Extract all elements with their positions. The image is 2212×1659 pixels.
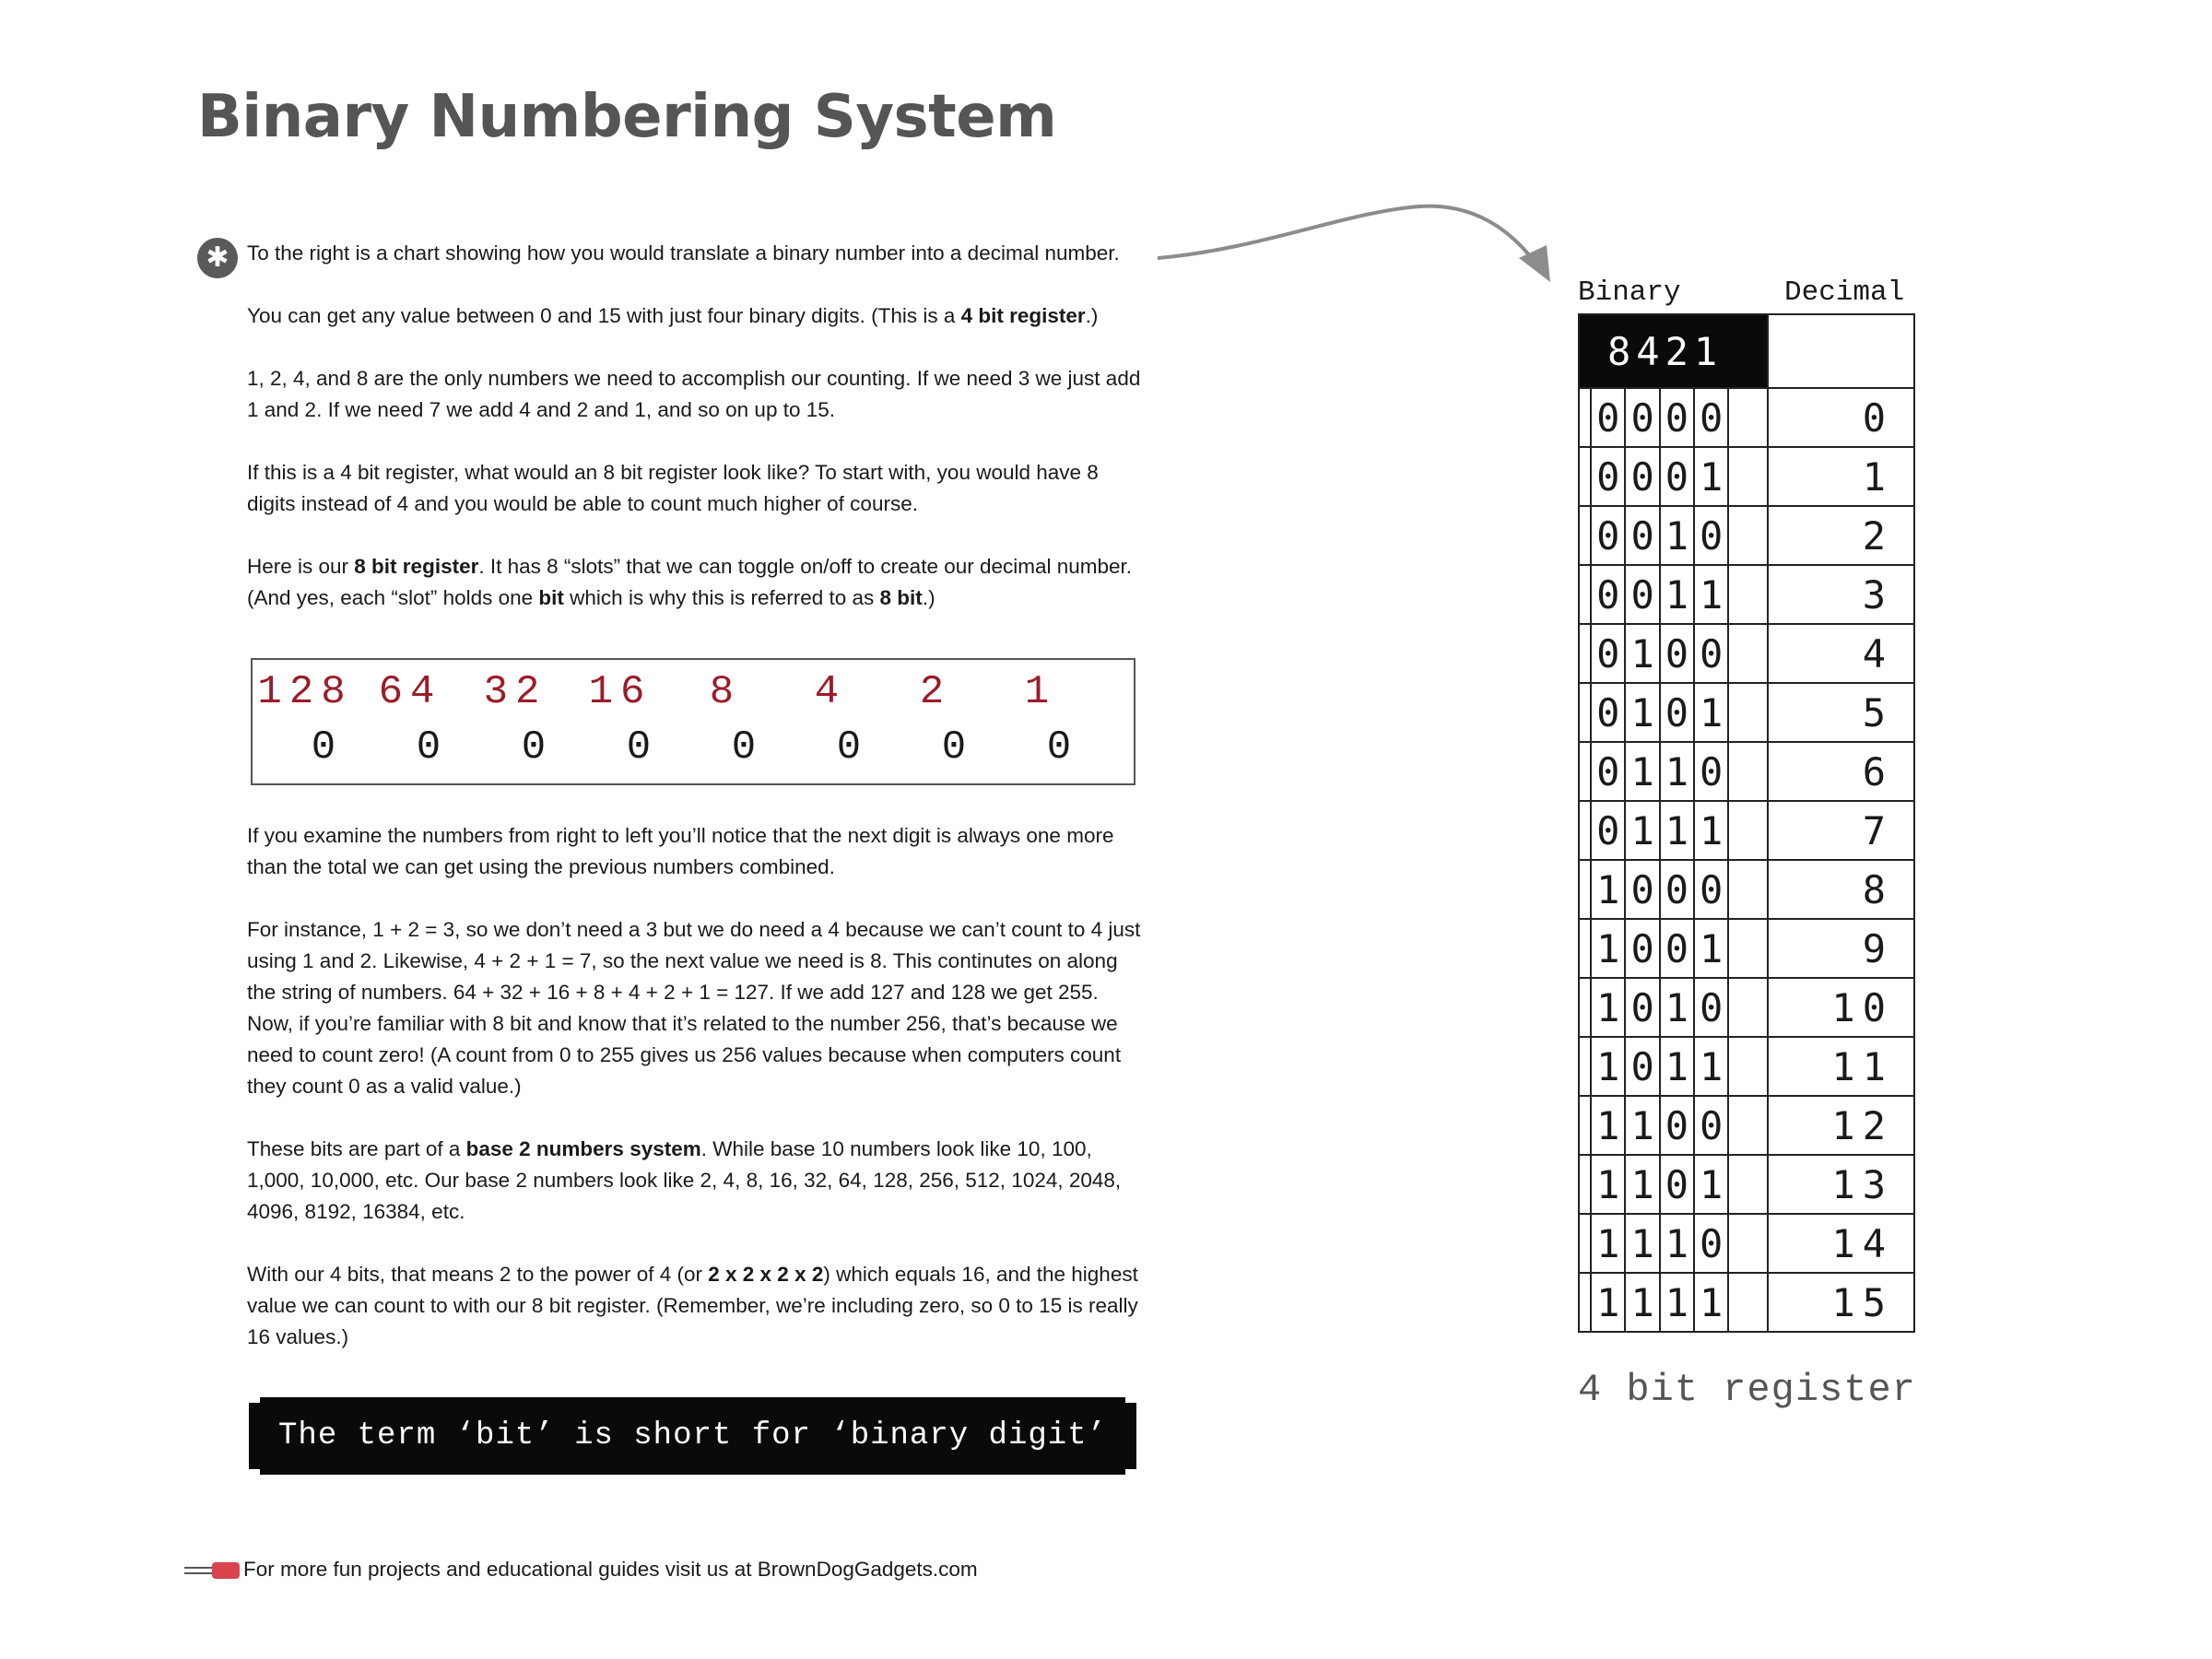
bit-cell: 0 [1660,1096,1694,1155]
bit-cell: 0 [1694,1096,1728,1155]
table-row [1579,388,1914,447]
header-weight: 4 [1636,328,1665,374]
bit-cell: 1 [1625,1273,1659,1332]
page-title: Binary Numbering System [197,83,1057,151]
bit-cell: 1 [1694,1037,1728,1096]
spacer-cell [1728,388,1768,447]
header-weights-cell [1579,314,1768,388]
bit-cell: 0 [1660,388,1694,447]
row-margin-cell [1579,447,1591,506]
spacer-cell [1728,1155,1768,1214]
paragraph-8bit-register: Here is our 8 bit register. It has 8 “slots” that we can toggle on/off to create our decimal number. (And yes, each “slot” holds one bit which is why this is referred to as 8 bit.) [247,555,1133,609]
bit-cell: 1 [1591,978,1625,1037]
decimal-cell: 5 [1768,683,1914,742]
bit-cell: 0 [1660,919,1694,978]
bit-cell: 0 [1694,742,1728,801]
bit-cell: 0 [416,724,449,771]
bit-cell: 1 [1591,860,1625,919]
spacer-cell [1728,742,1768,801]
bit-cell: 1 [1660,742,1694,801]
bit-cell: 0 [1046,724,1079,771]
bit-cell: 1 [1694,565,1728,624]
brown-dog-gadgets-logo-icon [184,1559,241,1582]
bit-cell: 0 [1694,978,1728,1037]
bit-cell: 0 [1591,683,1625,742]
bit-cell: 0 [731,724,764,771]
bit-cell: 0 [521,724,554,771]
weight-4: 4 [814,669,847,715]
bit-cell: 1 [1660,978,1694,1037]
bit-cell: 0 [1625,565,1659,624]
bit-cell: 1 [1591,1096,1625,1155]
spacer-cell [1728,1037,1768,1096]
row-margin-cell [1579,1155,1591,1214]
bit-cell: 0 [1660,624,1694,683]
weight-1: 1 [1024,669,1057,715]
paragraph-base2: These bits are part of a base 2 numbers system. While base 10 numbers look like 10, 100, 1,000, 10,000, etc. Our base 2 numbers look like 2, 4, 8, 16, 32, 64, 128, 256, 512, 1024, 2048, 4096, 8192, 16384, etc. [247,1137,1122,1223]
bit-cell: 0 [1625,978,1659,1037]
bit-cell: 1 [1694,1155,1728,1214]
table-row [1579,801,1914,860]
bit-cell: 1 [1660,565,1694,624]
decimal-cell: 14 [1768,1214,1914,1273]
weight-32: 32 [483,669,547,715]
header-weight: 2 [1665,328,1694,374]
bit-cell: 1 [1625,742,1659,801]
footer-text: For more fun projects and educational guides visit us at BrownDogGadgets.com [243,1558,978,1581]
bit-cell: 0 [1625,1037,1659,1096]
bit-cell: 1 [1625,1214,1659,1273]
row-margin-cell [1579,683,1591,742]
bit-cell: 1 [1694,801,1728,860]
bit-cell: 0 [1591,801,1625,860]
spacer-cell [1728,801,1768,860]
table-row [1579,742,1914,801]
header-weight: 1 [1693,328,1724,374]
table-row [1579,683,1914,742]
row-margin-cell [1579,1273,1591,1332]
bit-cell: 0 [1660,1155,1694,1214]
bit-cell: 0 [1591,624,1625,683]
paragraph-counting: 1, 2, 4, and 8 are the only numbers we need to accomplish our counting. If we need 3 we just add 1 and 2. If we need 7 we add 4 and 2 and 1, and so on up to 15. [247,367,1141,421]
spacer-cell [1728,919,1768,978]
four-bit-register-table [1578,313,1915,1333]
bit-cell: 1 [1660,1214,1694,1273]
spacer-cell [1728,860,1768,919]
bit-cell: 0 [1694,624,1728,683]
curved-arrow-icon [1152,194,1567,295]
bit-cell: 1 [1694,1273,1728,1332]
bit-cell: 0 [941,724,974,771]
bit-cell: 1 [1591,1273,1625,1332]
bit-cell: 0 [1694,388,1728,447]
row-margin-cell [1579,919,1591,978]
bit-cell: 0 [626,724,659,771]
table-row [1579,919,1914,978]
paragraph-power-of-4: With our 4 bits, that means 2 to the power of 4 (or 2 x 2 x 2 x 2) which equals 16, and the highest value we can count to with our 8 bit register. (Remember, we’re including zero, so 0 to 15 is really 16 values.) [247,1263,1138,1348]
bit-cell: 1 [1660,1037,1694,1096]
table-row [1579,447,1914,506]
table-row [1579,1096,1914,1155]
table-row [1579,624,1914,683]
spacer-cell [1728,506,1768,565]
bit-cell: 1 [1591,1214,1625,1273]
spacer-cell [1728,1273,1768,1332]
spacer-cell [1728,683,1768,742]
spacer-cell [1728,978,1768,1037]
bit-cell: 0 [1660,447,1694,506]
bit-cell: 1 [1625,683,1659,742]
weight-128: 128 [257,669,353,715]
bit-cell: 0 [1591,742,1625,801]
gear-icon: ✱ [197,238,238,278]
bit-cell: 1 [1591,1037,1625,1096]
row-margin-cell [1579,1096,1591,1155]
table-row [1579,565,1914,624]
bit-cell: 0 [1591,447,1625,506]
bit-cell: 1 [1625,801,1659,860]
decimal-cell: 3 [1768,565,1914,624]
bit-cell: 1 [1694,683,1728,742]
bit-cell: 1 [1625,1096,1659,1155]
row-margin-cell [1579,860,1591,919]
bit-cell: 1 [1660,1273,1694,1332]
bit-definition-note: The term ‘bit’ is short for ‘binary digit’ [249,1403,1136,1469]
table-row [1579,1037,1914,1096]
bit-cell: 0 [1694,506,1728,565]
table-row [1579,1214,1914,1273]
bit-cell: 0 [1625,860,1659,919]
bit-cell: 0 [1660,860,1694,919]
row-margin-cell [1579,506,1591,565]
bit-cell: 0 [1694,1214,1728,1273]
spacer-cell [1728,447,1768,506]
header-weight: 8 [1607,328,1637,374]
bit-cell: 1 [1591,919,1625,978]
row-margin-cell [1579,388,1591,447]
decimal-column-label: Decimal [1784,276,1905,309]
weight-64: 64 [378,669,442,715]
header-decimal-cell [1768,314,1914,388]
spacer-cell [1728,624,1768,683]
decimal-cell: 7 [1768,801,1914,860]
spacer-cell [1728,565,1768,624]
decimal-cell: 8 [1768,860,1914,919]
bit-cell: 0 [311,724,344,771]
bit-cell: 1 [1591,1155,1625,1214]
bit-cell: 0 [1591,565,1625,624]
bit-cell: 1 [1625,624,1659,683]
decimal-cell: 2 [1768,506,1914,565]
bit-cell: 1 [1694,447,1728,506]
table-row [1579,506,1914,565]
spacer-cell [1728,1214,1768,1273]
table-row [1579,1273,1914,1332]
bit-cell: 0 [1591,506,1625,565]
decimal-cell: 15 [1768,1273,1914,1332]
table-row [1579,860,1914,919]
weight-16: 16 [588,669,653,715]
decimal-cell: 11 [1768,1037,1914,1096]
decimal-cell: 6 [1768,742,1914,801]
row-margin-cell [1579,565,1591,624]
decimal-cell: 4 [1768,624,1914,683]
decimal-cell: 10 [1768,978,1914,1037]
paragraph-8bit-question: If this is a 4 bit register, what would an 8 bit register look like? To start with, you would have 8 digits instead of 4 and you would be able to count much higher of course. [247,461,1099,515]
bit-cell: 1 [1660,801,1694,860]
paragraph-for-instance: For instance, 1 + 2 = 3, so we don’t need a 3 but we do need a 4 because we can’t count to 4 just using 1 and 2. Likewise, 4 + 2 + 1 = 7, so the next value we need is 8. This continutes on along the string of numbers. 64 + 32 + 16 + 8 + 4 + 2 + 1 = 127. If we add 127 and 128 we get 255. Now, if you’re familiar with 8 bit and know that it’s related to the number 256, that’s because we need to count zero! (A count from 0 to 255 gives us 256 values because when computers count they count 0 as a valid value.) [247,918,1141,1098]
intro-text: To the right is a chart showing how you would translate a binary number into a decimal number. [247,241,1120,265]
weight-8: 8 [709,669,742,715]
table-row [1579,978,1914,1037]
row-margin-cell [1579,1214,1591,1273]
paragraph-4bit: You can get any value between 0 and 15 with just four binary digits. (This is a 4 bit register.) [247,304,1099,327]
decimal-cell: 9 [1768,919,1914,978]
decimal-cell: 1 [1768,447,1914,506]
row-margin-cell [1579,742,1591,801]
table-header-row [1579,314,1914,388]
bit-cell: 1 [1694,919,1728,978]
decimal-cell: 13 [1768,1155,1914,1214]
bit-cell: 0 [836,724,869,771]
spacer-cell [1728,1096,1768,1155]
bit-cell: 0 [1625,388,1659,447]
bit-cell: 0 [1660,683,1694,742]
binary-column-label: Binary [1578,276,1681,309]
eight-bit-register-box [251,658,1135,785]
bit-cell: 1 [1625,1155,1659,1214]
decimal-cell: 12 [1768,1096,1914,1155]
chart-caption: 4 bit register [1578,1368,1916,1412]
row-margin-cell [1579,624,1591,683]
bit-cell: 0 [1625,919,1659,978]
bit-cell: 1 [1660,506,1694,565]
paragraph-right-to-left: If you examine the numbers from right to left you’ll notice that the next digit is always one more than the total we can get using the previous numbers combined. [247,824,1114,878]
decimal-cell: 0 [1768,388,1914,447]
row-margin-cell [1579,978,1591,1037]
bit-cell: 0 [1625,506,1659,565]
bit-cell: 0 [1625,447,1659,506]
table-row [1579,1155,1914,1214]
bit-cell: 0 [1591,388,1625,447]
bit-cell: 0 [1694,860,1728,919]
weight-2: 2 [919,669,952,715]
row-margin-cell [1579,801,1591,860]
row-margin-cell [1579,1037,1591,1096]
